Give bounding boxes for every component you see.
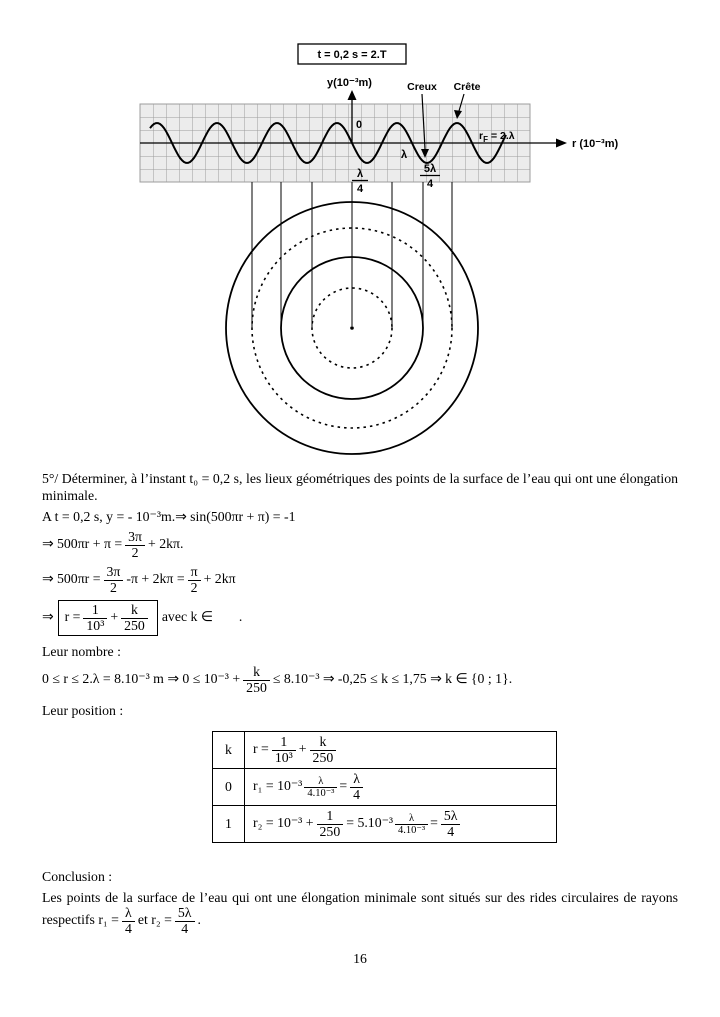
fraction-denominator: 4 — [353, 786, 361, 802]
lambda-quarter-numerator: λ — [356, 168, 364, 180]
creux-label: Creux — [407, 81, 437, 93]
rf-value: = 2.λ — [490, 130, 515, 142]
fraction-numerator: 5λ — [441, 809, 461, 824]
fraction-denominator: 250 — [124, 617, 145, 633]
math-text: + 2kπ — [203, 571, 236, 587]
math-text: + — [110, 609, 119, 625]
fraction — [441, 809, 461, 839]
rf-base: r — [479, 130, 484, 142]
position-heading: Leur position : — [42, 703, 124, 719]
fraction-numerator: π — [188, 565, 201, 580]
fraction-denominator: 4 — [447, 823, 455, 839]
fraction-numerator: k — [121, 603, 148, 618]
conclusion-text: et r₂ = — [137, 912, 172, 928]
crete-label: Crête — [453, 81, 481, 93]
fraction — [175, 906, 195, 936]
five-lambda-quarter-denominator: 4 — [426, 178, 434, 190]
count-heading: Leur nombre : — [42, 644, 121, 660]
fraction — [104, 565, 124, 595]
conclusion-text: Les points de la surface de l’eau qui ont une élongation minimale sont situés sur des rides circulaires de rayons respectifs r₁ = — [42, 890, 678, 928]
fraction — [121, 603, 148, 633]
solution-line-1: A t = 0,2 s, y = - 10⁻³m.⇒ sin(500πr + π) = -1 — [42, 509, 296, 525]
fraction-denominator: 2 — [109, 579, 117, 595]
lambda-label: λ — [401, 149, 408, 161]
r-axis-arrow-icon — [556, 139, 567, 148]
solution-line-3 — [42, 565, 678, 595]
math-text: = 5.10⁻³ — [346, 815, 394, 831]
math-text: + 2kπ. — [148, 536, 184, 552]
fraction-numerator: 1 — [317, 809, 344, 824]
fraction-numerator: λ — [122, 906, 135, 921]
fraction-denominator: 10³ — [86, 617, 105, 633]
fraction-numerator: λ — [350, 772, 363, 787]
fraction — [83, 603, 107, 633]
fraction-denominator: 4 — [124, 920, 132, 936]
fraction-denominator: 4.10⁻³ — [307, 787, 335, 799]
fraction-denominator: 2 — [190, 579, 198, 595]
fraction-denominator: 2 — [131, 544, 139, 560]
time-label: t = 0,2 s = 2.T — [317, 49, 387, 61]
math-text: r = — [64, 609, 81, 625]
fraction-denominator: 250 — [312, 749, 334, 765]
fraction-numerator: k — [243, 665, 270, 680]
math-text: r = — [253, 741, 269, 757]
fraction-numerator: 3π — [125, 530, 145, 545]
table-header-row — [213, 732, 557, 769]
wave-ripple-diagram — [0, 0, 720, 462]
question-paragraph: 5°/ Déterminer, à l’instant t₀ = 0,2 s, les lieux géométriques des points de la surface de l’eau qui ont une élongation minimale. — [42, 471, 678, 504]
substitution-fraction — [395, 813, 428, 836]
conclusion-text: . — [197, 912, 201, 928]
math-text: = — [339, 778, 348, 794]
ripple-center-dot — [350, 326, 354, 330]
fraction-numerator: λ — [395, 813, 428, 825]
solution-text — [0, 470, 720, 936]
conclusion-paragraph — [42, 889, 678, 936]
fraction-numerator: 5λ — [175, 906, 195, 921]
page-number: 16 — [353, 951, 367, 966]
origin-zero-label: 0 — [356, 119, 363, 131]
table-row — [213, 769, 557, 806]
math-text: r₂ = 10⁻³ + — [253, 815, 314, 831]
fraction-numerator: 3π — [104, 565, 124, 580]
fraction-denominator: 4.10⁻³ — [398, 824, 426, 836]
fraction — [310, 735, 337, 765]
math-text: ⇒ — [42, 609, 54, 625]
y-axis-label: y(10⁻³m) — [327, 77, 372, 89]
lambda-quarter-denominator: 4 — [356, 183, 364, 195]
math-text: + — [298, 741, 307, 757]
fraction — [272, 735, 296, 765]
math-text: r₁ = 10⁻³ — [253, 778, 303, 794]
math-text: ⇒ 500πr = — [42, 571, 101, 587]
y-axis-arrow-icon — [348, 90, 357, 100]
boxed-result-formula — [58, 600, 158, 636]
fraction-denominator: 10³ — [274, 749, 293, 765]
r-axis-label: r (10⁻³m) — [572, 138, 619, 150]
math-text: = — [430, 815, 438, 831]
table-header-k: k — [213, 732, 245, 769]
fraction — [125, 530, 145, 560]
fraction — [188, 565, 201, 595]
math-text: ≤ 8.10⁻³ ⇒ -0,25 ≤ k ≤ 1,75 ⇒ k ∈ {0 ; 1}. — [272, 671, 513, 687]
math-text: ⇒ 500πr + π = — [42, 536, 123, 552]
table-cell-r1 — [245, 769, 557, 806]
count-line — [42, 665, 678, 695]
table-cell-k1: 1 — [213, 806, 245, 843]
position-table — [212, 731, 557, 843]
fraction-denominator: 250 — [246, 679, 267, 695]
substitution-fraction — [304, 776, 337, 799]
fraction-numerator: 1 — [272, 735, 296, 750]
math-text: . — [238, 609, 243, 625]
fraction-numerator: λ — [304, 776, 337, 788]
fraction-numerator: 1 — [83, 603, 107, 618]
five-lambda-quarter-numerator: 5λ — [423, 163, 437, 175]
solution-line-2 — [42, 530, 678, 560]
fraction — [243, 665, 270, 695]
fraction-denominator: 4 — [181, 920, 189, 936]
table-row — [213, 806, 557, 843]
math-text: -π + 2kπ = — [126, 571, 185, 587]
fraction — [317, 809, 344, 839]
math-text: 0 ≤ r ≤ 2.λ = 8.10⁻³ m ⇒ 0 ≤ 10⁻³ + — [42, 671, 241, 687]
conclusion-heading: Conclusion : — [42, 869, 113, 885]
fraction — [122, 906, 135, 936]
solution-line-4 — [42, 600, 678, 636]
rf-subscript: F — [483, 135, 488, 144]
math-text: avec k ∈ — [161, 609, 213, 625]
table-header-formula — [245, 732, 557, 769]
fraction-denominator: 250 — [319, 823, 341, 839]
fraction — [350, 772, 363, 802]
table-cell-k0: 0 — [213, 769, 245, 806]
table-cell-r2 — [245, 806, 557, 843]
fraction-numerator: k — [310, 735, 337, 750]
